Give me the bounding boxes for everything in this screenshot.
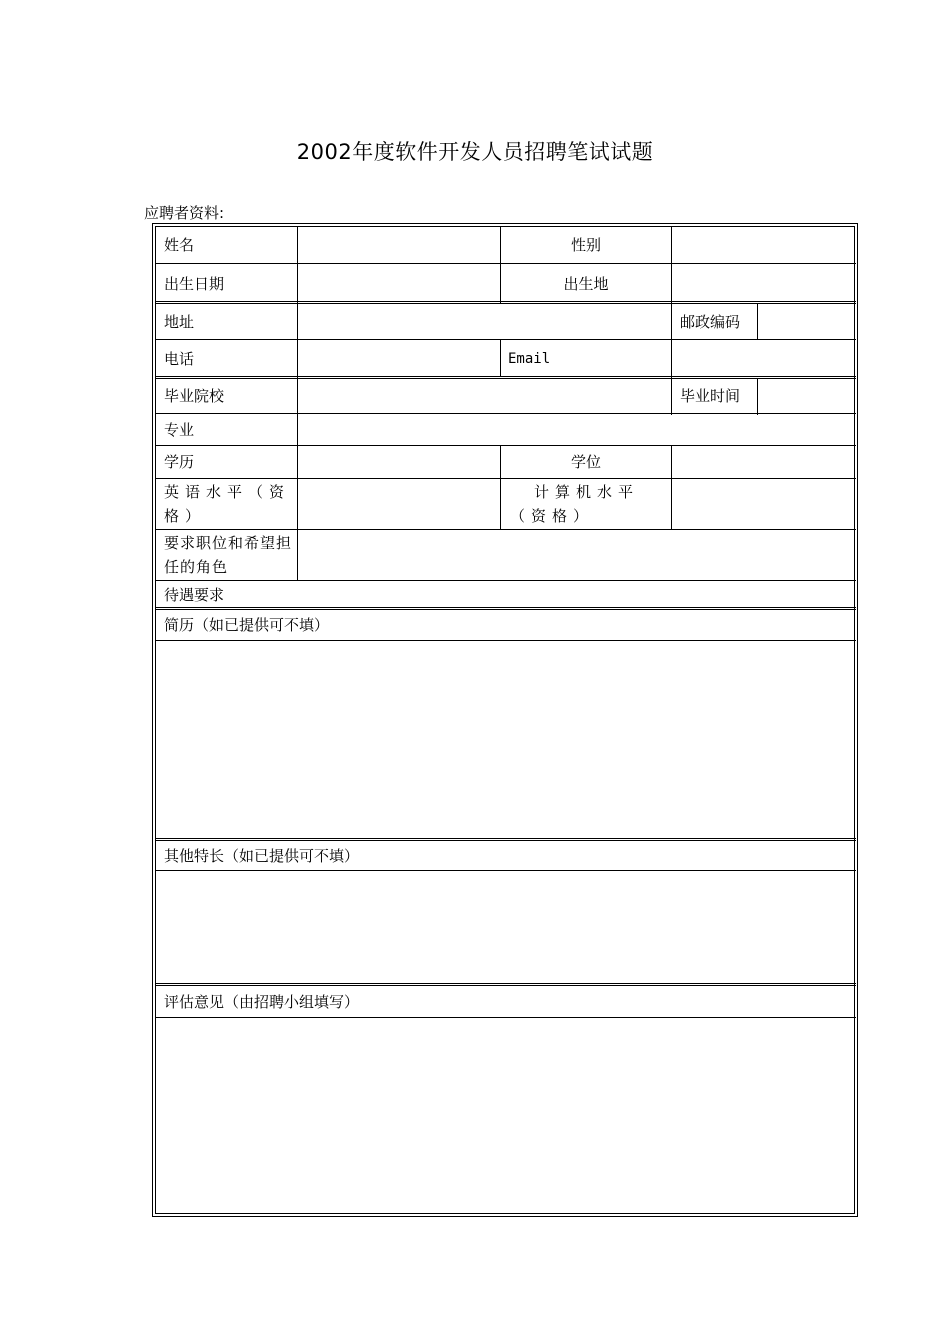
label-birth-place: 出生地 — [563, 275, 609, 293]
row-divider — [156, 870, 856, 871]
row-divider — [156, 339, 856, 340]
row-divider — [156, 263, 856, 264]
col-divider — [297, 227, 298, 580]
row-divider — [156, 1017, 856, 1018]
label-resume: 简历（如已提供可不填） — [164, 616, 330, 634]
col-divider — [671, 446, 672, 530]
label-evaluation: 评估意见（由招聘小组填写） — [164, 993, 360, 1011]
label-email: Email — [508, 351, 551, 367]
label-postcode: 邮政编码 — [680, 313, 741, 331]
label-computer: 计算机水平（资格） — [510, 483, 640, 525]
page-title: 2002年度软件开发人员招聘笔试试题 — [296, 140, 654, 164]
label-english: 英语水平（资格） — [164, 483, 291, 525]
label-phone: 电话 — [164, 350, 195, 368]
label-major: 专业 — [164, 421, 195, 439]
section-label: 应聘者资料: — [144, 204, 225, 222]
label-name: 姓名 — [164, 236, 195, 254]
label-position: 要求职位和希望担任的角色 — [164, 534, 293, 576]
row-divider — [156, 838, 856, 839]
col-divider — [500, 340, 501, 377]
label-salary: 待遇要求 — [164, 586, 225, 604]
label-gender: 性别 — [570, 236, 601, 254]
row-divider — [156, 529, 856, 530]
row-divider — [156, 478, 856, 479]
row-divider — [156, 413, 856, 414]
row-divider — [156, 445, 856, 446]
label-address: 地址 — [164, 313, 195, 331]
label-education: 学历 — [164, 453, 195, 471]
col-divider — [671, 227, 672, 415]
row-divider — [156, 580, 856, 581]
col-divider — [757, 303, 758, 340]
row-divider — [156, 983, 856, 984]
form-inner-border — [155, 226, 855, 1214]
label-grad-time: 毕业时间 — [680, 387, 741, 405]
label-degree: 学位 — [570, 453, 601, 471]
row-divider — [156, 376, 856, 377]
label-school: 毕业院校 — [164, 387, 225, 405]
col-divider — [757, 378, 758, 415]
row-divider — [156, 640, 856, 641]
label-birth-date: 出生日期 — [164, 275, 225, 293]
row-divider — [156, 301, 856, 302]
label-skills: 其他特长（如已提供可不填） — [164, 847, 360, 865]
row-divider — [156, 607, 856, 608]
application-form — [152, 223, 858, 1217]
